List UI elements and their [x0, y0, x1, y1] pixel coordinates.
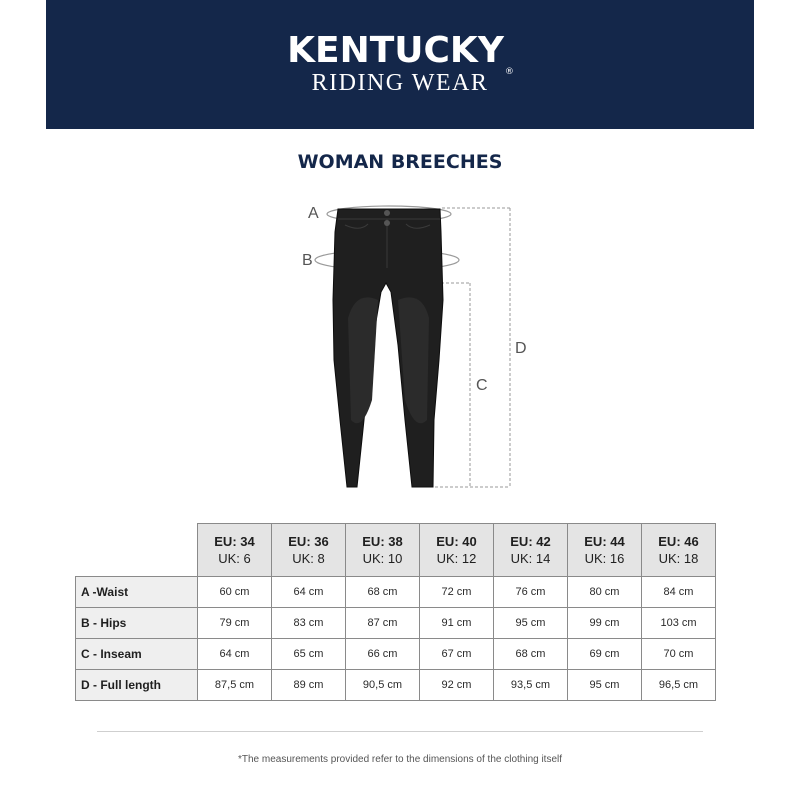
size-header — [198, 524, 272, 577]
size-header — [272, 524, 346, 577]
table-cell: 92 cm — [420, 670, 494, 701]
registered-mark: ® — [504, 67, 514, 77]
size-header — [420, 524, 494, 577]
size-header — [346, 524, 420, 577]
table-cell: 96,5 cm — [642, 670, 716, 701]
table-cell: 84 cm — [642, 577, 716, 608]
size-header — [568, 524, 642, 577]
table-cell: 60 cm — [198, 577, 272, 608]
uk-size: UK: 12 — [436, 551, 477, 566]
eu-size: EU: 40 — [436, 534, 477, 549]
table-cell: 93,5 cm — [494, 670, 568, 701]
table-cell: 103 cm — [642, 608, 716, 639]
uk-size: UK: 16 — [584, 551, 625, 566]
table-cell: 67 cm — [420, 639, 494, 670]
row-label: B - Hips — [76, 608, 198, 639]
table-row-hips — [76, 608, 716, 639]
table-cell: 95 cm — [568, 670, 642, 701]
uk-size: UK: 10 — [362, 551, 403, 566]
table-cell: 66 cm — [346, 639, 420, 670]
table-cell: 80 cm — [568, 577, 642, 608]
table-cell: 90,5 cm — [346, 670, 420, 701]
table-cell: 87,5 cm — [198, 670, 272, 701]
brand-banner — [46, 0, 754, 129]
brand-subtitle: RIDING WEAR — [311, 70, 489, 96]
page-title: WOMAN BREECHES — [297, 151, 503, 173]
table-cell: 99 cm — [568, 608, 642, 639]
uk-size: UK: 18 — [658, 551, 699, 566]
label-c: C — [476, 377, 488, 394]
table-cell: 87 cm — [346, 608, 420, 639]
table-row-inseam — [76, 639, 716, 670]
eu-size: EU: 46 — [658, 534, 699, 549]
label-b: B — [302, 252, 313, 269]
table-cell: 91 cm — [420, 608, 494, 639]
table-cell: 68 cm — [346, 577, 420, 608]
table-cell: 72 cm — [420, 577, 494, 608]
label-d: D — [515, 340, 527, 357]
eu-size: EU: 42 — [510, 534, 551, 549]
size-header-row — [76, 524, 716, 577]
table-row-waist — [76, 577, 716, 608]
table-row-full-length — [76, 670, 716, 701]
table-corner — [76, 524, 198, 577]
eu-size: EU: 44 — [584, 534, 625, 549]
eu-size: EU: 36 — [288, 534, 329, 549]
eu-size: EU: 34 — [214, 534, 255, 549]
table-cell: 68 cm — [494, 639, 568, 670]
table-cell: 64 cm — [272, 577, 346, 608]
uk-size: UK: 6 — [218, 551, 251, 566]
table-cell: 70 cm — [642, 639, 716, 670]
size-header — [642, 524, 716, 577]
breeches-measurement-diagram — [0, 195, 800, 500]
table-cell: 95 cm — [494, 608, 568, 639]
table-cell: 89 cm — [272, 670, 346, 701]
table-cell: 69 cm — [568, 639, 642, 670]
brand-logo — [46, 30, 754, 77]
brand-name: KENTUCKY — [287, 30, 504, 71]
table-cell: 65 cm — [272, 639, 346, 670]
size-header — [494, 524, 568, 577]
row-label: D - Full length — [76, 670, 198, 701]
row-label: C - Inseam — [76, 639, 198, 670]
breeches-illustration — [333, 209, 443, 487]
table-cell: 79 cm — [198, 608, 272, 639]
uk-size: UK: 8 — [292, 551, 325, 566]
uk-size: UK: 14 — [510, 551, 551, 566]
table-cell: 64 cm — [198, 639, 272, 670]
divider — [97, 731, 703, 732]
row-label: A -Waist — [76, 577, 198, 608]
footnote: *The measurements provided refer to the dimensions of the clothing itself — [237, 754, 563, 765]
eu-size: EU: 38 — [362, 534, 403, 549]
table-cell: 76 cm — [494, 577, 568, 608]
table-cell: 83 cm — [272, 608, 346, 639]
size-table — [75, 523, 716, 701]
label-a: A — [308, 205, 319, 222]
